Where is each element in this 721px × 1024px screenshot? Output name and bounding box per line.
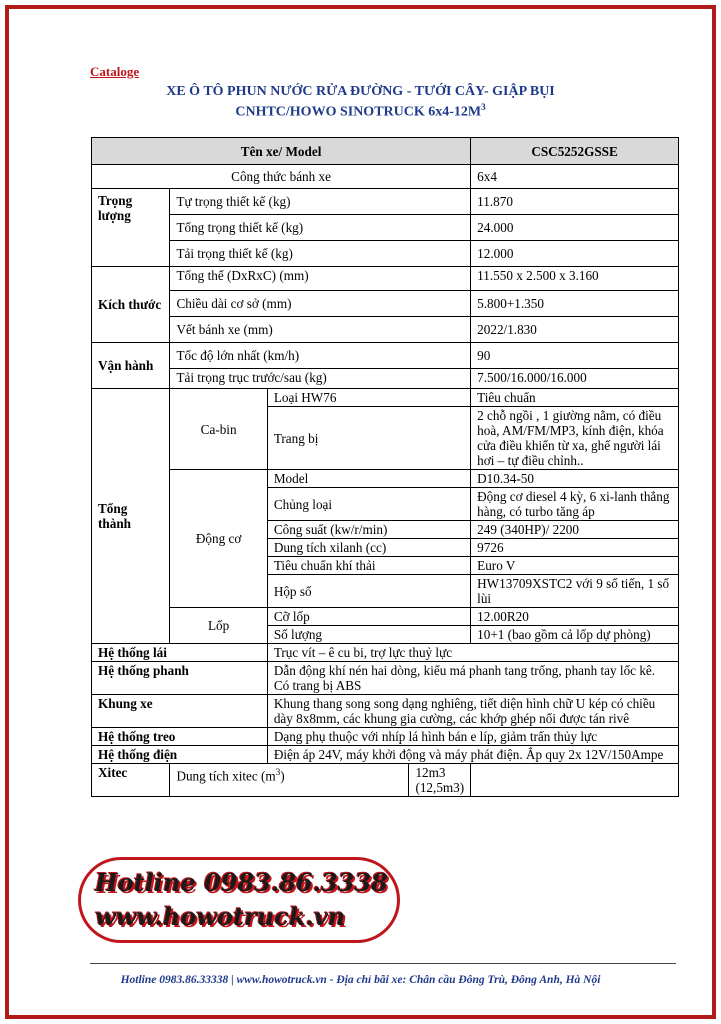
size-value: 5.800+1.350 xyxy=(471,291,679,317)
cabin-item-label: Trang bị xyxy=(267,407,470,470)
table-row xyxy=(92,369,679,389)
system-value: Điện áp 24V, máy khởi động và máy phát điện. Ắp quy 2x 12V/150Ampe xyxy=(267,746,678,764)
table-row xyxy=(92,470,679,488)
tank-sub-wrap xyxy=(170,764,470,796)
header-name: Tên xe/ Model xyxy=(92,138,471,165)
size-label: Chiều dài cơ sở (mm) xyxy=(170,291,471,317)
title-line-1: XE Ô TÔ PHUN NƯỚC RỬA ĐƯỜNG - TƯỚI CÂY- GIẬP BỤI xyxy=(166,84,555,99)
engine-item-value: D10.34-50 xyxy=(471,470,679,488)
table-row xyxy=(92,644,679,662)
engine-item-label: Tiêu chuẩn khí thải xyxy=(267,557,470,575)
system-value: Khung thang song song dạng nghiêng, tiết diện hình chữ U kép có chiều dày 8x8mm, các khung gia cường, các khớp ghép nối được tán rivê xyxy=(267,695,678,728)
engine-item-value: 249 (340HP)/ 2200 xyxy=(471,521,679,539)
system-value: Dạng phụ thuộc với nhíp lá hình bán e líp, giảm trấn thủy lực xyxy=(267,728,678,746)
wheel-label: Công thức bánh xe xyxy=(92,165,471,189)
size-value: 2022/1.830 xyxy=(471,317,679,343)
engine-label: Động cơ xyxy=(170,470,267,608)
tire-item-value: 12.00R20 xyxy=(471,608,679,626)
operation-value: 90 xyxy=(471,343,679,369)
engine-item-value: 9726 xyxy=(471,539,679,557)
operation-label: Tốc độ lớn nhất (km/h) xyxy=(170,343,471,369)
system-label: Hệ thống điện xyxy=(92,746,268,764)
tank-label: Xitec xyxy=(92,764,170,797)
tank-value: 12m3 (12,5m3) xyxy=(415,765,465,795)
system-label: Hệ thống treo xyxy=(92,728,268,746)
operation-label: Tải trọng trục trước/sau (kg) xyxy=(170,369,471,389)
weight-label: Tự trọng thiết kế (kg) xyxy=(170,189,471,215)
tank-sublabel: Dung tích xitec (m xyxy=(176,768,276,784)
operation-value: 7.500/16.000/16.000 xyxy=(471,369,679,389)
footer-divider xyxy=(90,963,676,964)
engine-item-label: Chủng loại xyxy=(267,488,470,521)
assembly-group: Tổng thành xyxy=(92,389,170,644)
engine-item-label: Dung tích xilanh (cc) xyxy=(267,539,470,557)
table-row xyxy=(92,764,679,797)
cabin-item-value: Tiêu chuẩn xyxy=(471,389,679,407)
table-row xyxy=(92,241,679,267)
table-header xyxy=(92,138,679,165)
system-value: Trục vít – ê cu bi, trợ lực thuỷ lực xyxy=(267,644,678,662)
system-label: Hệ thống phanh xyxy=(92,662,268,695)
cabin-item-label: Loại HW76 xyxy=(267,389,470,407)
tire-label: Lốp xyxy=(170,608,267,644)
title-line-2-text: CNHTC/HOWO SINOTRUCK 6x4-12M xyxy=(235,104,482,120)
tank-sublabel-sup: 3 xyxy=(275,767,281,777)
table-row xyxy=(92,215,679,241)
footer-text: Hotline 0983.86.33338 | www.howotruck.vn - Địa chỉ bãi xe: Chân cầu Đông Trù, Đông Anh, Hà Nội xyxy=(120,974,601,986)
table-row xyxy=(92,291,679,317)
engine-item-value: Euro V xyxy=(471,557,679,575)
cabin-item-value: 2 chỗ ngồi , 1 giường nằm, có điều hoà, AM/FM/MP3, kính điện, khóa cửa điều khiển từ xa, ghế người lái hơi – tự điều chỉnh.. xyxy=(471,407,679,470)
operation-group: Vận hành xyxy=(92,343,170,389)
weight-label: Tải trọng thiết kế (kg) xyxy=(170,241,471,267)
hotline-logo xyxy=(78,857,400,943)
tire-item-label: Cỡ lốp xyxy=(267,608,470,626)
wheel-value: 6x4 xyxy=(471,165,679,189)
table-row xyxy=(92,189,679,215)
header-model: CSC5252GSSE xyxy=(471,138,679,165)
system-label: Khung xe xyxy=(92,695,268,728)
weight-value: 12.000 xyxy=(471,241,679,267)
engine-item-value: HW13709XSTC2 với 9 số tiến, 1 số lùi xyxy=(471,575,679,608)
engine-item-label: Hộp số xyxy=(267,575,470,608)
catalog-label: Cataloge xyxy=(90,64,140,79)
tank-sublabel-close: ) xyxy=(280,768,285,784)
table-row xyxy=(92,695,679,728)
table-row xyxy=(92,343,679,369)
table-row xyxy=(92,165,679,189)
tire-item-label: Số lượng xyxy=(267,626,470,644)
size-label: Vết bánh xe (mm) xyxy=(170,317,471,343)
engine-item-label: Model xyxy=(267,470,470,488)
title-superscript: 3 xyxy=(481,102,486,112)
size-group: Kích thước xyxy=(92,267,170,343)
weight-label: Tổng trọng thiết kế (kg) xyxy=(170,215,471,241)
spec-table xyxy=(91,137,679,797)
table-row xyxy=(92,389,679,407)
tank-empty-cell xyxy=(471,764,679,797)
logo-hotline-text: Hotline 0983.86.3338 xyxy=(95,868,388,897)
table-row xyxy=(92,662,679,695)
weight-value: 24.000 xyxy=(471,215,679,241)
size-value: 11.550 x 2.500 x 3.160 xyxy=(471,267,679,291)
tire-item-value: 10+1 (bao gồm cả lốp dự phòng) xyxy=(471,626,679,644)
system-label: Hệ thống lái xyxy=(92,644,268,662)
size-label: Tổng thể (DxRxC) (mm) xyxy=(170,267,471,291)
tank-sublabel-box xyxy=(170,764,409,796)
table-row xyxy=(92,728,679,746)
system-value: Dẫn động khí nén hai dòng, kiểu má phanh tang trống, phanh tay lốc kê. Có trang bị ABS xyxy=(267,662,678,695)
table-row xyxy=(92,746,679,764)
table-row xyxy=(92,317,679,343)
engine-item-value: Động cơ diesel 4 kỳ, 6 xi-lanh thẳng hàng, có turbo tăng áp xyxy=(471,488,679,521)
title-line-2 xyxy=(0,102,721,121)
logo-website-text: www.howotruck.vn xyxy=(95,902,346,931)
tank-sub-cell xyxy=(170,764,471,797)
weight-group: Trọng lượng xyxy=(92,189,170,267)
engine-item-label: Công suất (kw/r/min) xyxy=(267,521,470,539)
table-row xyxy=(92,608,679,626)
cabin-label: Ca-bin xyxy=(170,389,267,470)
table-row xyxy=(92,267,679,291)
weight-value: 11.870 xyxy=(471,189,679,215)
